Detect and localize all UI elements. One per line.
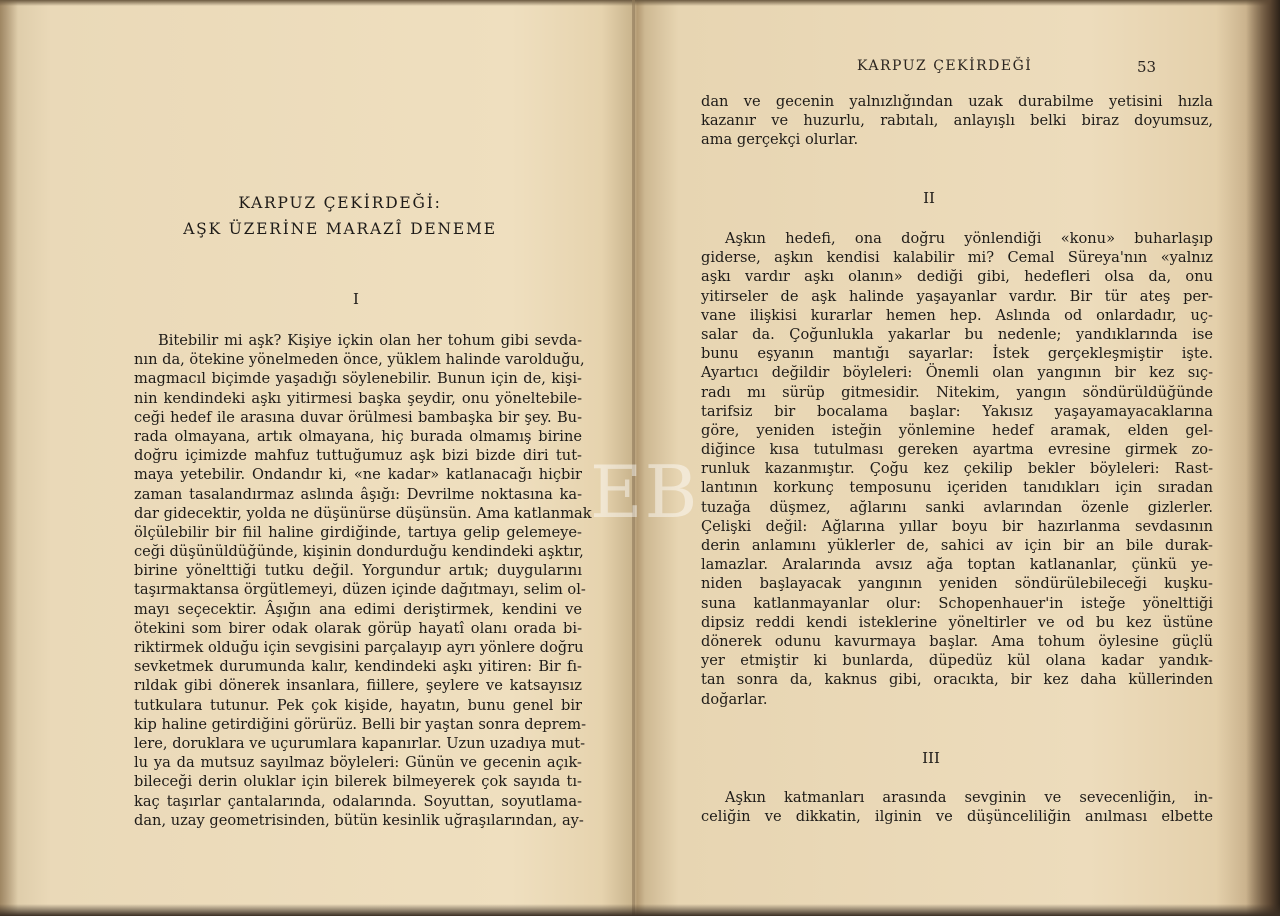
text-line: Çelişki değil: Ağlarına yıllar boyu bir hazırlanma sevdasının xyxy=(701,517,1213,535)
text-line: dipsiz reddi kendi isteklerine yöneltirler ve od bu kez üstüne xyxy=(701,613,1213,631)
text-line: yer etmiştir ki bunlarda, düpedüz kül olana kadar yandık- xyxy=(701,652,1213,670)
section-3-text xyxy=(701,788,1213,826)
text-line: bunu eşyanın mantığı sayarlar: İstek gerçekleşmiştir işte. xyxy=(701,345,1213,363)
text-line: dan ve gecenin yalnızlığından uzak durabilme yetisini hızla xyxy=(701,93,1213,110)
text-line: riktirmek olduğu için sevgisini parçalayıp ayrı yönlere doğru xyxy=(134,639,584,656)
right-continued-text xyxy=(701,92,1213,150)
running-head: KARPUZ ÇEKİRDEĞİ xyxy=(857,58,1033,74)
text-line: dar gidecektir, yolda ne düşünürse düşünsün. Ama katlanmak xyxy=(134,504,592,522)
text-line: Aşkın hedefi, ona doğru yönlendiği «konu» buharlaşıp xyxy=(725,230,1213,247)
text-line: maya yetebilir. Ondandır ki, «ne kadar» katlanacağı hiçbir xyxy=(134,466,582,484)
text-line: göre, yeniden isteğin yönlemine hedef aramak, elden gel- xyxy=(701,421,1213,439)
page-edge-bottom xyxy=(0,904,1280,916)
text-line: doğru içimizde mahfuz tuttuğumuz aşk bizi bizde diri tut- xyxy=(134,447,582,465)
left-body-text xyxy=(134,331,592,830)
text-line: vane ilişkisi kurarlar hemen hep. Aslında od onlardadır, uç- xyxy=(701,306,1213,324)
text-line: runluk kazanmıştır. Çoğu kez çekilip bekler böyleleri: Rast- xyxy=(701,460,1213,478)
text-line: rada olmayana, artık olmayana, hiç burada olmamış birine xyxy=(134,427,582,445)
text-line: giderse, aşkın kendisi kalabilir mi? Cemal Süreya'nın «yalnız xyxy=(701,249,1213,267)
text-line: lantının korkunç temposunu içeriden tanıdıkları için sıradan xyxy=(701,479,1213,497)
watermark-text: EB xyxy=(590,450,700,534)
text-line: dönerek odunu kavurmaya başlar. Ama tohum öylesine güçlü xyxy=(701,632,1213,650)
page-edge-right xyxy=(1246,0,1280,916)
text-line: rıldak gibi dönerek insanlara, fiillere, şeylere ve katsayısız xyxy=(134,677,582,695)
chapter-title xyxy=(150,190,530,242)
section-number-3: III xyxy=(922,749,940,767)
text-line: sevketmek durumunda kalır, kendindeki aşkı yitiren: Bir fı- xyxy=(134,658,582,676)
text-line: ceği düşünüldüğünde, kişinin dondurduğu kendindeki aşktır, xyxy=(134,543,584,561)
text-line: ölçülebilir bir fiil haline girdiğinde, tartıya gelip gelemeye- xyxy=(134,523,582,541)
right-page xyxy=(637,0,1280,916)
text-line: nin kendindeki aşkı yitirmesi başka şeydir, onu yöneltebile- xyxy=(134,389,582,407)
text-line: bileceği derin oluklar için bilerek bilmeyerek çok sayıda tı- xyxy=(134,773,582,791)
text-line: tarifsiz bir bocalama başlar: Yakısız yaşayamayacaklarına xyxy=(701,402,1213,420)
section-number-1: I xyxy=(353,290,359,308)
text-line: Ayartıcı değildir böyleleri: Önemli olan yangının bir kez sıç- xyxy=(701,364,1213,382)
text-line: derin anlamını yüklerler de, sahici av için bir an bile durak- xyxy=(701,537,1213,554)
watermark-logo xyxy=(590,450,699,534)
left-page xyxy=(0,0,635,916)
text-line: kazanır ve huzurlu, rabıtalı, anlayışlı belki biraz doyumsuz, xyxy=(701,112,1213,130)
text-line: radı mı sürüp gitmesidir. Nitekim, yangın söndürüldüğünde xyxy=(701,383,1213,401)
chapter-title-line-1: KARPUZ ÇEKİRDEĞİ: xyxy=(238,194,442,212)
text-line: celiğin ve dikkatin, ilginin ve düşünceliliğin anılması elbette xyxy=(701,808,1213,826)
text-line: mayı seçecektir. Âşığın ana edimi deriştirmek, kendini ve xyxy=(134,600,582,618)
text-line: ceği hedef ile arasına duvar örülmesi bambaşka bir şey. Bu- xyxy=(134,408,582,426)
text-line: taşırmaktansa örgütlemeyi, düzen içinde dağıtmayı, selim ol- xyxy=(134,581,586,599)
section-2-text xyxy=(701,229,1213,709)
page-number: 53 xyxy=(1137,58,1157,76)
text-line: lere, doruklara ve uçurumlara kapanırlar. Uzun uzadıya mut- xyxy=(134,734,586,752)
text-line: aşkı vardır aşkı olanın» dediği gibi, hedefleri olsa da, onu xyxy=(701,268,1213,286)
section-number-2: II xyxy=(923,189,935,207)
text-line: niden başlayacak yangının yeniden söndürülebileceği kuşku- xyxy=(701,575,1213,593)
text-line: ötekini som birer odak olarak görüp hayatî olanı orada bi- xyxy=(134,619,582,637)
text-line: kaç taşırlar çantalarında, odalarında. Soyuttan, soyutlama- xyxy=(134,792,582,810)
text-line: lamazlar. Aralarında avsız ağa toptan katlananlar, çünkü ye- xyxy=(701,556,1213,574)
text-line: zaman tasalandırmaz aslında âşığı: Devrilme noktasına ka- xyxy=(134,485,582,503)
text-line: dan, uzay geometrisinden, bütün kesinlik uğraşılarından, ay- xyxy=(134,811,584,829)
text-line: tuzağa düşmez, ağlarını sanki avlarından özenle gizlerler. xyxy=(701,498,1213,516)
text-line: Aşkın katmanları arasında sevginin ve sevecenliğin, in- xyxy=(725,789,1213,806)
text-line: yitirseler de aşk halinde yaşayanlar vardır. Bir tür ateş per- xyxy=(701,287,1213,305)
text-line: Bitebilir mi aşk? Kişiye içkin olan her tohum gibi sevda- xyxy=(158,332,582,349)
text-line: kip haline getirdiğini görürüz. Belli bir yaştan sonra deprem- xyxy=(134,715,587,733)
chapter-title-line-2: AŞK ÜZERİNE MARAZÎ DENEME xyxy=(183,220,497,238)
text-line: nın da, ötekine yönelmeden önce, yüklem halinde varolduğu, xyxy=(134,351,585,369)
text-line: doğarlar. xyxy=(701,690,768,708)
text-line: salar da. Çoğunlukla yakarlar bu nedenle; yandıklarında ise xyxy=(701,325,1213,343)
text-line: ama gerçekçi olurlar. xyxy=(701,131,859,149)
text-line: lu ya da mutsuz sayılmaz böyleleri: Günün ve gecenin açık- xyxy=(134,754,582,772)
text-line: tutkulara tutunur. Pek çok kişide, hayatın, bunu genel bir xyxy=(134,696,582,714)
text-line: tan sonra da, kaknus gibi, oracıkta, bir kez daha küllerinden xyxy=(701,671,1213,689)
text-line: birine yönelttiği tutku değil. Yorgundur artık; duygularını xyxy=(134,562,582,580)
text-line: magmacıl biçimde yaşadığı söylenebilir. Bunun için de, kişi- xyxy=(134,370,582,388)
text-line: diğince kısa tutulması gereken ayartma evresine girmek zo- xyxy=(701,441,1213,459)
text-line: suna katlanmayanlar olur: Schopenhauer'in isteğe yönelttiği xyxy=(701,594,1213,612)
